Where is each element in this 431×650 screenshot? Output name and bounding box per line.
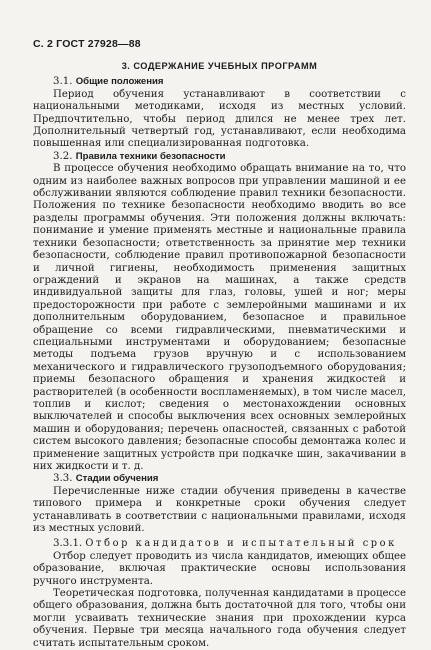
subsection-heading-3-3-1 xyxy=(33,538,406,550)
paragraph: В процессе обучения необходимо обращать внимание на то, что одним из наиболее важных вопросов при управлении машиной и ее обслуживании являются соблюдение правил техники безопасности. Положения по технике безопасности необходимо вводить во все разделы программы обучения. Эти положения должны включать: понимание и умение применять местные и национальные правила техники безопасности; ответственность за принятие мер техники безопасности, соблюдение правил противопожарной безопасности и личной гигиены, необходимость применения защитных ограждений и экранов на машинах, а также средств индивидуальной защиты для глаз, головы, ушей и ног; меры предосторожности при работе с землеройными машинами и их дополнительным оборудованием, безопасное и правильное обращение со всеми гидравлическими, пневматическими и специальными инструментами и оборудованием; безопасные методы подъема грузов вручную и с использованием механического и гидравлического грузоподъемного оборудования; приемы безопасного обращения и хранения жидкостей и растворителей (в особенности воспламеняемых), в том числе масел, топлив и кислот; сведения о местонахождении основных выключателей и способы выключения всех основных землеройных машин и оборудования; перечень опасностей, связанных с работой систем высокого давления; безопасные способы демонтажа колес и применение защитных устройств при подкачке шин, закачивании в них жидкости и т. д. xyxy=(33,163,406,472)
paragraph: Период обучения устанавливают в соответствии с национальными методиками, исходя из местных условий. Предпочтительно, чтобы период длился не менее трех лет. Дополнительный четвертый год, устанавливают, если необходима повышенная или специализированная подготовка. xyxy=(33,88,406,150)
subsection-number: 3.3.1. xyxy=(53,538,83,550)
subsection-number: 3.1. xyxy=(53,76,73,88)
subsection-title: Отбор кандидатов и испытательный срок xyxy=(85,538,397,550)
subsection-title: Стадии обучения xyxy=(75,473,159,485)
subsection-heading-3-2 xyxy=(33,151,406,163)
page-header: С. 2 ГОСТ 27928—88 xyxy=(33,38,141,50)
paragraph: Теоретическая подготовка, полученная кандидатами в процессе общего образования, должна быть достаточной для того, чтобы они могли усваивать технические знания при прохождении курса обучения. Первые три месяца начального года обучения следует считать испытательным сроком. xyxy=(33,588,406,649)
subsection-number: 3.3. xyxy=(53,473,73,485)
subsection-heading-3-3 xyxy=(33,473,406,485)
subsection-number: 3.2. xyxy=(53,150,73,162)
subsection-title: Общие положения xyxy=(75,76,164,88)
section-title: 3. СОДЕРЖАНИЕ УЧЕБНЫХ ПРОГРАММ xyxy=(121,61,318,71)
paragraph: Перечисленные ниже стадии обучения приведены в качестве типового примера и конкретные сроки обучения следует устанавливать в соответствии с национальными правилами, исходя из местных условий. xyxy=(33,485,406,535)
page-content xyxy=(33,60,406,650)
subsection-title: Правила техники безопасности xyxy=(75,150,226,162)
paragraph: Отбор следует проводить из числа кандидатов, имеющих общее образование, включая практические основы использования ручного инструмента. xyxy=(33,550,406,587)
subsection-heading-3-1 xyxy=(33,76,406,88)
